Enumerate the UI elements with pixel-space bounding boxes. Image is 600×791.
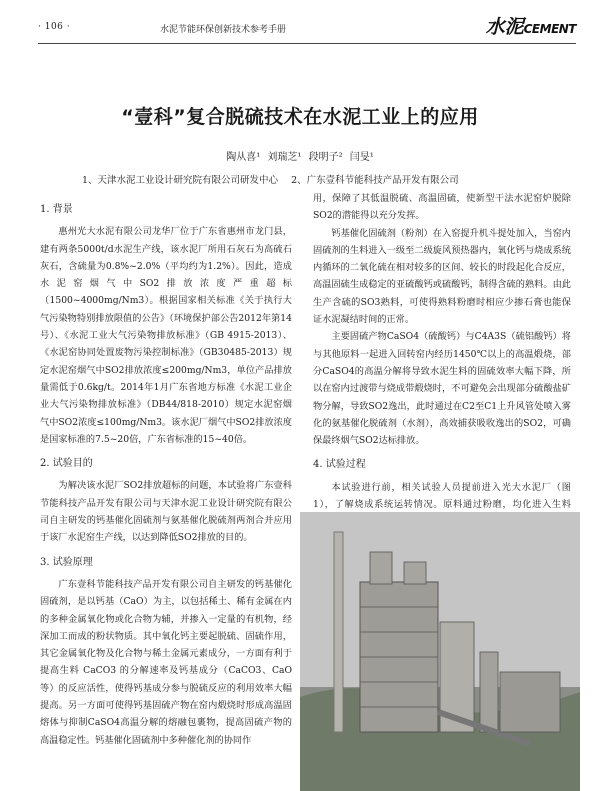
section-3-heading: 3. 试验原理 xyxy=(40,556,93,568)
author-list: 陶从喜¹ 刘瑞芝¹ 段明子² 闫旻¹ xyxy=(226,152,374,163)
page-header xyxy=(38,14,576,44)
left-column xyxy=(40,197,292,749)
cyclone-top xyxy=(370,552,392,584)
section-4-body: 本试验进行前，相关试验人员提前进入光大水泥厂（图1），了解烧成系统运转情况。原料通过粉磨，均化进入生料 xyxy=(313,481,571,511)
kiln-building xyxy=(500,672,560,732)
affiliation-2: 2、广东壹科节能科技产品开发有限公司 xyxy=(291,175,459,186)
section-2-heading: 2. 试验目的 xyxy=(40,458,93,470)
affiliations xyxy=(82,172,582,186)
section-1-heading: 1. 背景 xyxy=(40,204,73,215)
logo-cn: 水泥 xyxy=(485,16,524,38)
section-1-body: 惠州光大水泥有限公司龙华厂位于广东省惠州市龙门县，建有两条5000t/d水泥生产线，该水泥厂所用石灰石为高硫石灰石，含硫量为0.8%~2.0%（平均约为1.2%）。因此，造成水泥窑烟气中SO2排放浓度严重超标（1500~4000mg/Nm3）。根据国家相关标准《关于执行大气污染物特别排放限值的公告》（环境保护部公告2012年第14号）、《水泥工业大气污染物排放标准》（GB 4915-2013）、《水泥窑协同处置废物污染控制标准》（GB30485-2013）规定水泥窑烟气中SO2排放浓度≤200mg/Nm3，单位产品排放量需低于0.6kg/t。2014年1月广东省地方标准《水泥工业企业大气污染物排放标准》（DB44/818-2010）规定水泥窑烟气中SO2浓度≤100mg/Nm3。该水泥厂烟气中SO2排放浓度是国家标准的7.5~20倍，广东省标准的15~40倍。 xyxy=(40,226,292,445)
page-number: · 106 · xyxy=(38,22,71,32)
section-3-body-continued: 用，保障了其低温脱硫、高温固硫，使新型干法水泥窑炉脱除SO2的潜能得以充分发挥。 xyxy=(313,193,571,222)
cyclone-upper xyxy=(404,562,426,584)
section-4-heading: 4. 试验过程 xyxy=(313,459,366,471)
article-title: “壹科”复合脱硫技术在水泥工业上的应用 xyxy=(121,106,479,128)
silo xyxy=(480,652,498,732)
cement-logo xyxy=(486,12,576,39)
affiliation-1: 1、天津水泥工业设计研究院有限公司研发中心 xyxy=(82,175,279,186)
logo-en: CEMENT xyxy=(523,22,576,36)
plant-illustration xyxy=(300,512,580,791)
section-3-body: 广东壹科节能科技产品开发有限公司自主研发的钙基催化固硫剂，是以钙基（CaO）为主，以包括稀土、稀有金属在内的多种金属氧化物或化合物为辅，并掺入一定量的有机物，经深加工而成的粉状物质。其中氧化钙主要起脱硫、固硫作用，其它金属氧化物及化合物与稀土金属元素成分，一方面有利于提高生料 CaCO3 的分解速率及钙基成分（CaCO3、CaO 等）的反应活性，使得钙基成分参与脱硫反应的利用效率大幅提高。另一方面可使得钙基固硫产物在窑内煅烧时形成高温固熔体与抑制CaSO4高温分解的熔融包裹物，提高固硫产物的高温稳定性。钙基催化固硫剂中多种催化剂的协同作 xyxy=(40,578,292,746)
section-3-para-2: 钙基催化固硫剂（粉剂）在入窑提升机斗提处加入，当窑内固硫剂的生料进入一级至二级旋风预热器内，氧化钙与烧成系统内循环的二氧化硫在相对较多的区间、较长的时段起化合反应，高温固硫生成稳定的亚硫酸钙或硫酸钙，制得含硫的熟料。由此生产含硫的SO3熟料，可使得熟料粉磨时相应少掺石膏也能保证水泥凝结时间的正常。 xyxy=(313,227,571,326)
section-3-para-3: 主要固硫产物CaSO4（硫酸钙）与C4A3S（硫铝酸钙）将与其他原料一起进入回转窑内经历1450℃以上的高温煅烧，部分CaSO4的高温分解将导致水泥生料的固硫效率大幅下降，所以在窑内过渡带与烧成带煅烧时，不可避免会出现部分硫酸盐矿物分解，导致SO2逸出，此时通过在C2至C1上升风管处喷入雾化的氨基催化脱硫剂（水剂），高效捕获吸收逸出的SO2，可确保最终烟气SO2达标排放。 xyxy=(313,331,571,447)
journal-title: 水泥节能环保创新技术参考手册 xyxy=(160,25,287,35)
chimney xyxy=(334,532,343,732)
section-2-body: 为解决该水泥厂SO2排放超标的问题，本试验将广东壹科节能科技产品开发有限公司与天津水泥工业设计研究院有限公司自主研发的钙基催化固硫剂与氨基催化脱硫剂两剂合并应用于该厂水泥窑生产线，以达到降低SO2排放的目的。 xyxy=(40,480,292,544)
figure-1-plant-photo xyxy=(300,512,580,791)
